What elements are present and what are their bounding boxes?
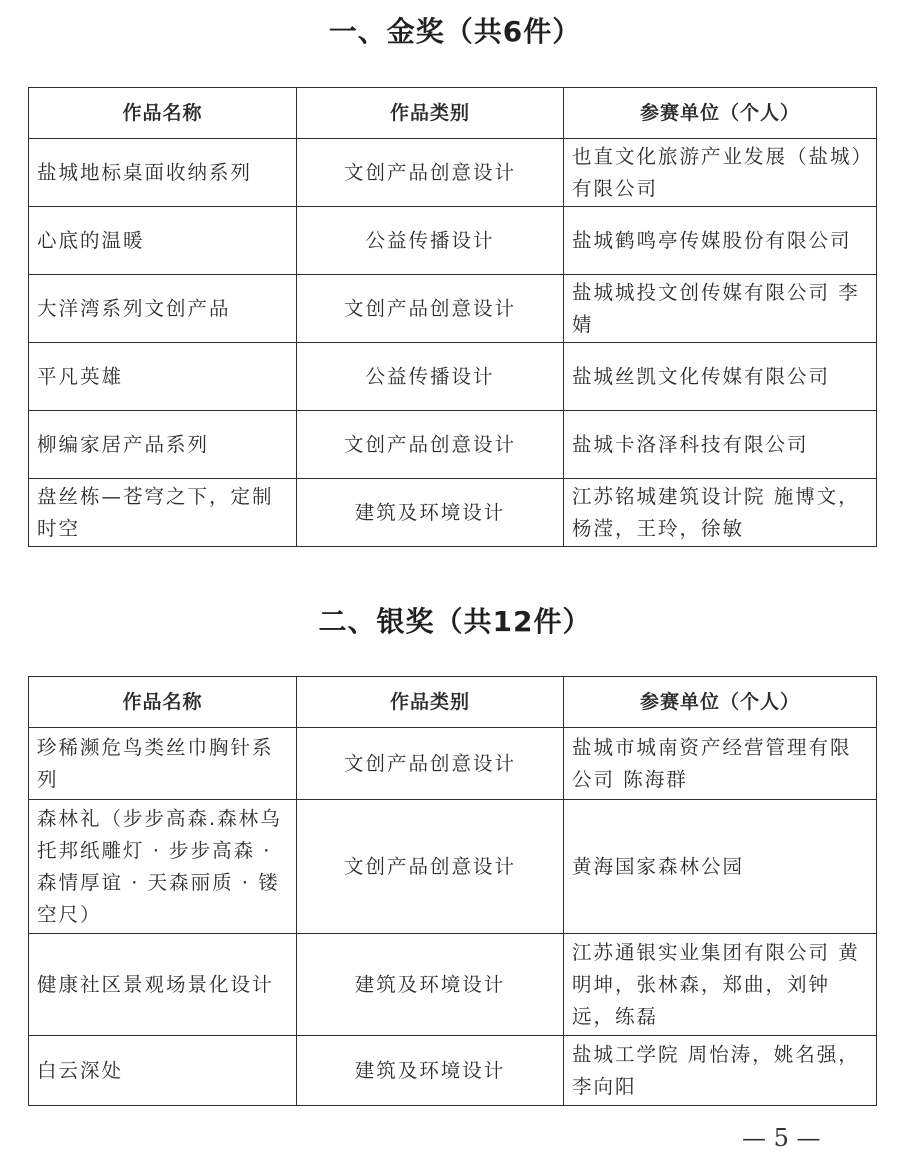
work-name: 柳编家居产品系列 [29,411,297,479]
entrant-unit: 也直文化旅游产业发展（盐城）有限公司 [564,139,877,207]
table-row [29,343,877,411]
header-work-category: 作品类别 [297,88,564,139]
work-category: 文创产品创意设计 [297,275,564,343]
header-entrant-unit: 参赛单位（个人） [564,677,877,728]
header-work-name: 作品名称 [29,88,297,139]
work-category: 文创产品创意设计 [297,139,564,207]
entrant-unit: 盐城鹤鸣亭传媒股份有限公司 [564,207,877,275]
work-name: 平凡英雄 [29,343,297,411]
work-category: 公益传播设计 [297,207,564,275]
table-row [29,728,877,800]
work-name: 大洋湾系列文创产品 [29,275,297,343]
gold-section-title: 一、金奖（共6件） [328,15,582,48]
silver-section-title: 二、银奖（共12件） [318,605,592,638]
silver-award-table [28,676,877,1106]
table-row [29,275,877,343]
table-row [29,207,877,275]
table-header-row [29,88,877,139]
table-row [29,800,877,934]
entrant-unit: 黄海国家森林公园 [564,800,877,934]
table-header-row [29,677,877,728]
work-name: 盘丝栋—苍穹之下，定制时空 [29,479,297,547]
work-category: 建筑及环境设计 [297,1036,564,1106]
entrant-unit: 盐城卡洛泽科技有限公司 [564,411,877,479]
table-row [29,1036,877,1106]
table-row [29,934,877,1036]
work-category: 文创产品创意设计 [297,728,564,800]
table-row [29,479,877,547]
work-category: 文创产品创意设计 [297,411,564,479]
page-number: — 5 — [742,1124,821,1152]
header-work-name: 作品名称 [29,677,297,728]
work-name: 森林礼（步步高森.森林乌托邦纸雕灯 · 步步高森 · 森情厚谊 · 天森丽质 · 镂空尺） [29,800,297,934]
header-work-category: 作品类别 [297,677,564,728]
work-category: 公益传播设计 [297,343,564,411]
entrant-unit: 江苏通银实业集团有限公司 黄明坤，张林森，郑曲，刘钟远，练磊 [564,934,877,1036]
work-category: 文创产品创意设计 [297,800,564,934]
work-category: 建筑及环境设计 [297,934,564,1036]
work-name: 盐城地标桌面收纳系列 [29,139,297,207]
table-row [29,139,877,207]
entrant-unit: 江苏铭城建筑设计院 施博文，杨滢，王玲，徐敏 [564,479,877,547]
work-name: 健康社区景观场景化设计 [29,934,297,1036]
entrant-unit: 盐城工学院 周怡涛，姚名强，李向阳 [564,1036,877,1106]
entrant-unit: 盐城丝凯文化传媒有限公司 [564,343,877,411]
work-name: 心底的温暖 [29,207,297,275]
entrant-unit: 盐城城投文创传媒有限公司 李婧 [564,275,877,343]
entrant-unit: 盐城市城南资产经营管理有限公司 陈海群 [564,728,877,800]
header-entrant-unit: 参赛单位（个人） [564,88,877,139]
table-row [29,411,877,479]
work-name: 白云深处 [29,1036,297,1106]
work-category: 建筑及环境设计 [297,479,564,547]
gold-award-table [28,87,877,547]
work-name: 珍稀濒危鸟类丝巾胸针系列 [29,728,297,800]
